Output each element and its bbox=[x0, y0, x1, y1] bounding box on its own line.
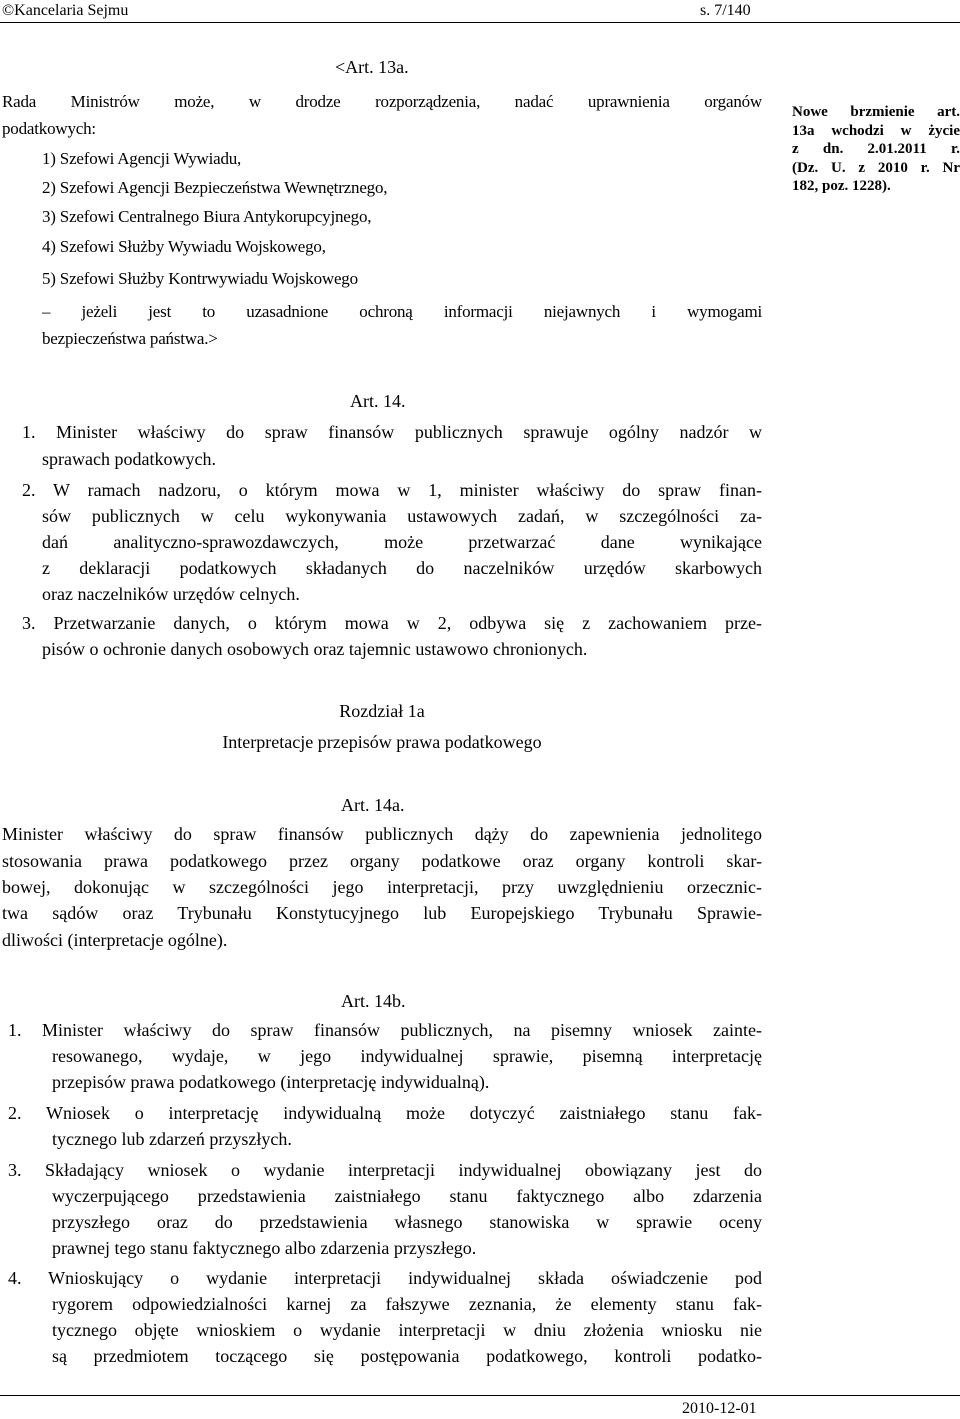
footer-divider bbox=[0, 1395, 960, 1396]
margin-note bbox=[792, 103, 960, 196]
art14-paragraph-line: sów publicznych w celu wykonywania ustawowych zadań, w szczególności za- bbox=[42, 506, 762, 526]
art13a-closing-line: bezpieczeństwa państwa.> bbox=[42, 329, 218, 348]
art14b-paragraph-line: są przedmiotem toczącego się postępowania podatkowego, kontroli podatko- bbox=[52, 1346, 762, 1366]
art14b-paragraph-line: 4. Wnioskujący o wydanie interpretacji indywidualnej składa oświadczenie pod bbox=[8, 1268, 762, 1288]
chapter-number: Rozdział 1a bbox=[339, 701, 425, 721]
art13a-item: 1) Szefowi Agencji Wywiadu, bbox=[42, 149, 242, 168]
art13a-intro-line: podatkowych: bbox=[2, 119, 96, 138]
art14-paragraph-line: dań analityczno-sprawozdawczych, może przetwarzać dane wynikające bbox=[42, 532, 762, 552]
art14a-line: dliwości (interpretacje ogólne). bbox=[2, 930, 228, 950]
art14-paragraph-line: 1. Minister właściwy do spraw finansów publicznych sprawuje ogólny nadzór w bbox=[22, 422, 762, 442]
art14b-paragraph-line: przepisów prawa podatkowego (interpretację indywidualną). bbox=[52, 1072, 490, 1092]
art13a-title: <Art. 13a. bbox=[335, 57, 409, 77]
footer-date: 2010-12-01 bbox=[682, 1400, 757, 1417]
art13a-item: 5) Szefowi Służby Kontrwywiadu Wojskowego bbox=[42, 269, 358, 288]
header-source: ©Kancelaria Sejmu bbox=[2, 2, 129, 19]
art14a-title: Art. 14a. bbox=[341, 795, 405, 815]
art13a-item: 4) Szefowi Służby Wywiadu Wojskowego, bbox=[42, 237, 326, 256]
art14b-paragraph-line: przyszłego oraz do przedstawienia własnego stanowiska w sprawie oceny bbox=[52, 1212, 762, 1232]
art13a-item: 3) Szefowi Centralnego Biura Antykorupcyjnego, bbox=[42, 207, 372, 226]
art14b-paragraph-line: resowanego, wydaje, w jego indywidualnej sprawie, pisemną interpretację bbox=[52, 1046, 762, 1066]
margin-note-line: (Dz. U. z 2010 r. Nr bbox=[792, 159, 960, 176]
art13a-intro-line: Rada Ministrów może, w drodze rozporządzenia, nadać uprawnienia organów bbox=[2, 92, 762, 111]
margin-note-line: Nowe brzmienie art. bbox=[792, 104, 960, 120]
margin-note-line: 13a wchodzi w życie bbox=[792, 122, 960, 139]
art14a-line: Minister właściwy do spraw finansów publicznych dąży do zapewnienia jednolitego bbox=[2, 824, 762, 844]
art14b-paragraph-line: wyczerpującego przedstawienia zaistniałego stanu faktycznego albo zdarzenia bbox=[52, 1186, 762, 1206]
art14-paragraph-line: 3. Przetwarzanie danych, o którym mowa w 2, odbywa się z zachowaniem prze- bbox=[22, 613, 762, 633]
chapter-title: Interpretacje przepisów prawa podatkowego bbox=[222, 732, 542, 752]
art13a-item: 2) Szefowi Agencji Bezpieczeństwa Wewnętrznego, bbox=[42, 178, 388, 197]
header-divider bbox=[0, 22, 960, 23]
art14-paragraph-line: sprawach podatkowych. bbox=[42, 449, 216, 469]
art14b-paragraph-line: rygorem odpowiedzialności karnej za fałszywe zeznania, że elementy stanu fak- bbox=[52, 1294, 762, 1314]
art14a-line: stosowania prawa podatkowego przez organy podatkowe oraz organy kontroli skar- bbox=[2, 851, 762, 871]
art14-paragraph-line: 2. W ramach nadzoru, o którym mowa w 1, minister właściwy do spraw finan- bbox=[22, 480, 762, 500]
art14b-paragraph-line: 1. Minister właściwy do spraw finansów publicznych, na pisemny wniosek zainte- bbox=[8, 1020, 762, 1040]
art14a-line: bowej, dokonując w szczególności jego interpretacji, przy uwzględnieniu orzecznic- bbox=[2, 877, 762, 897]
art14b-paragraph-line: prawnej tego stanu faktycznego albo zdarzenia przyszłego. bbox=[52, 1238, 477, 1258]
art14b-paragraph-line: 2. Wniosek o interpretację indywidualną może dotyczyć zaistniałego stanu fak- bbox=[8, 1103, 762, 1123]
page-number: s. 7/140 bbox=[700, 2, 751, 19]
art14b-title: Art. 14b. bbox=[341, 991, 406, 1011]
art14-title: Art. 14. bbox=[350, 391, 406, 411]
art13a-closing-line: – jeżeli jest to uzasadnione ochroną informacji niejawnych i wymogami bbox=[42, 302, 762, 321]
margin-note-line: z dn. 2.01.2011 r. bbox=[792, 141, 960, 157]
art14a-line: twa sądów oraz Trybunału Konstytucyjnego lub Europejskiego Trybunału Sprawie- bbox=[2, 903, 762, 923]
art14b-paragraph-line: tycznego objęte wnioskiem o wydanie interpretacji w dniu złożenia wniosku nie bbox=[52, 1320, 762, 1340]
art14b-paragraph-line: tycznego lub zdarzeń przyszłych. bbox=[52, 1129, 292, 1149]
margin-note-line: 182, poz. 1228). bbox=[792, 178, 891, 194]
art14-paragraph-line: z deklaracji podatkowych składanych do naczelników urzędów skarbowych bbox=[42, 558, 762, 578]
art14-paragraph-line: oraz naczelników urzędów celnych. bbox=[42, 584, 300, 604]
art14b-paragraph-line: 3. Składający wniosek o wydanie interpretacji indywidualnej obowiązany jest do bbox=[8, 1160, 762, 1180]
art14-paragraph-line: pisów o ochronie danych osobowych oraz tajemnic ustawowo chronionych. bbox=[42, 639, 588, 659]
